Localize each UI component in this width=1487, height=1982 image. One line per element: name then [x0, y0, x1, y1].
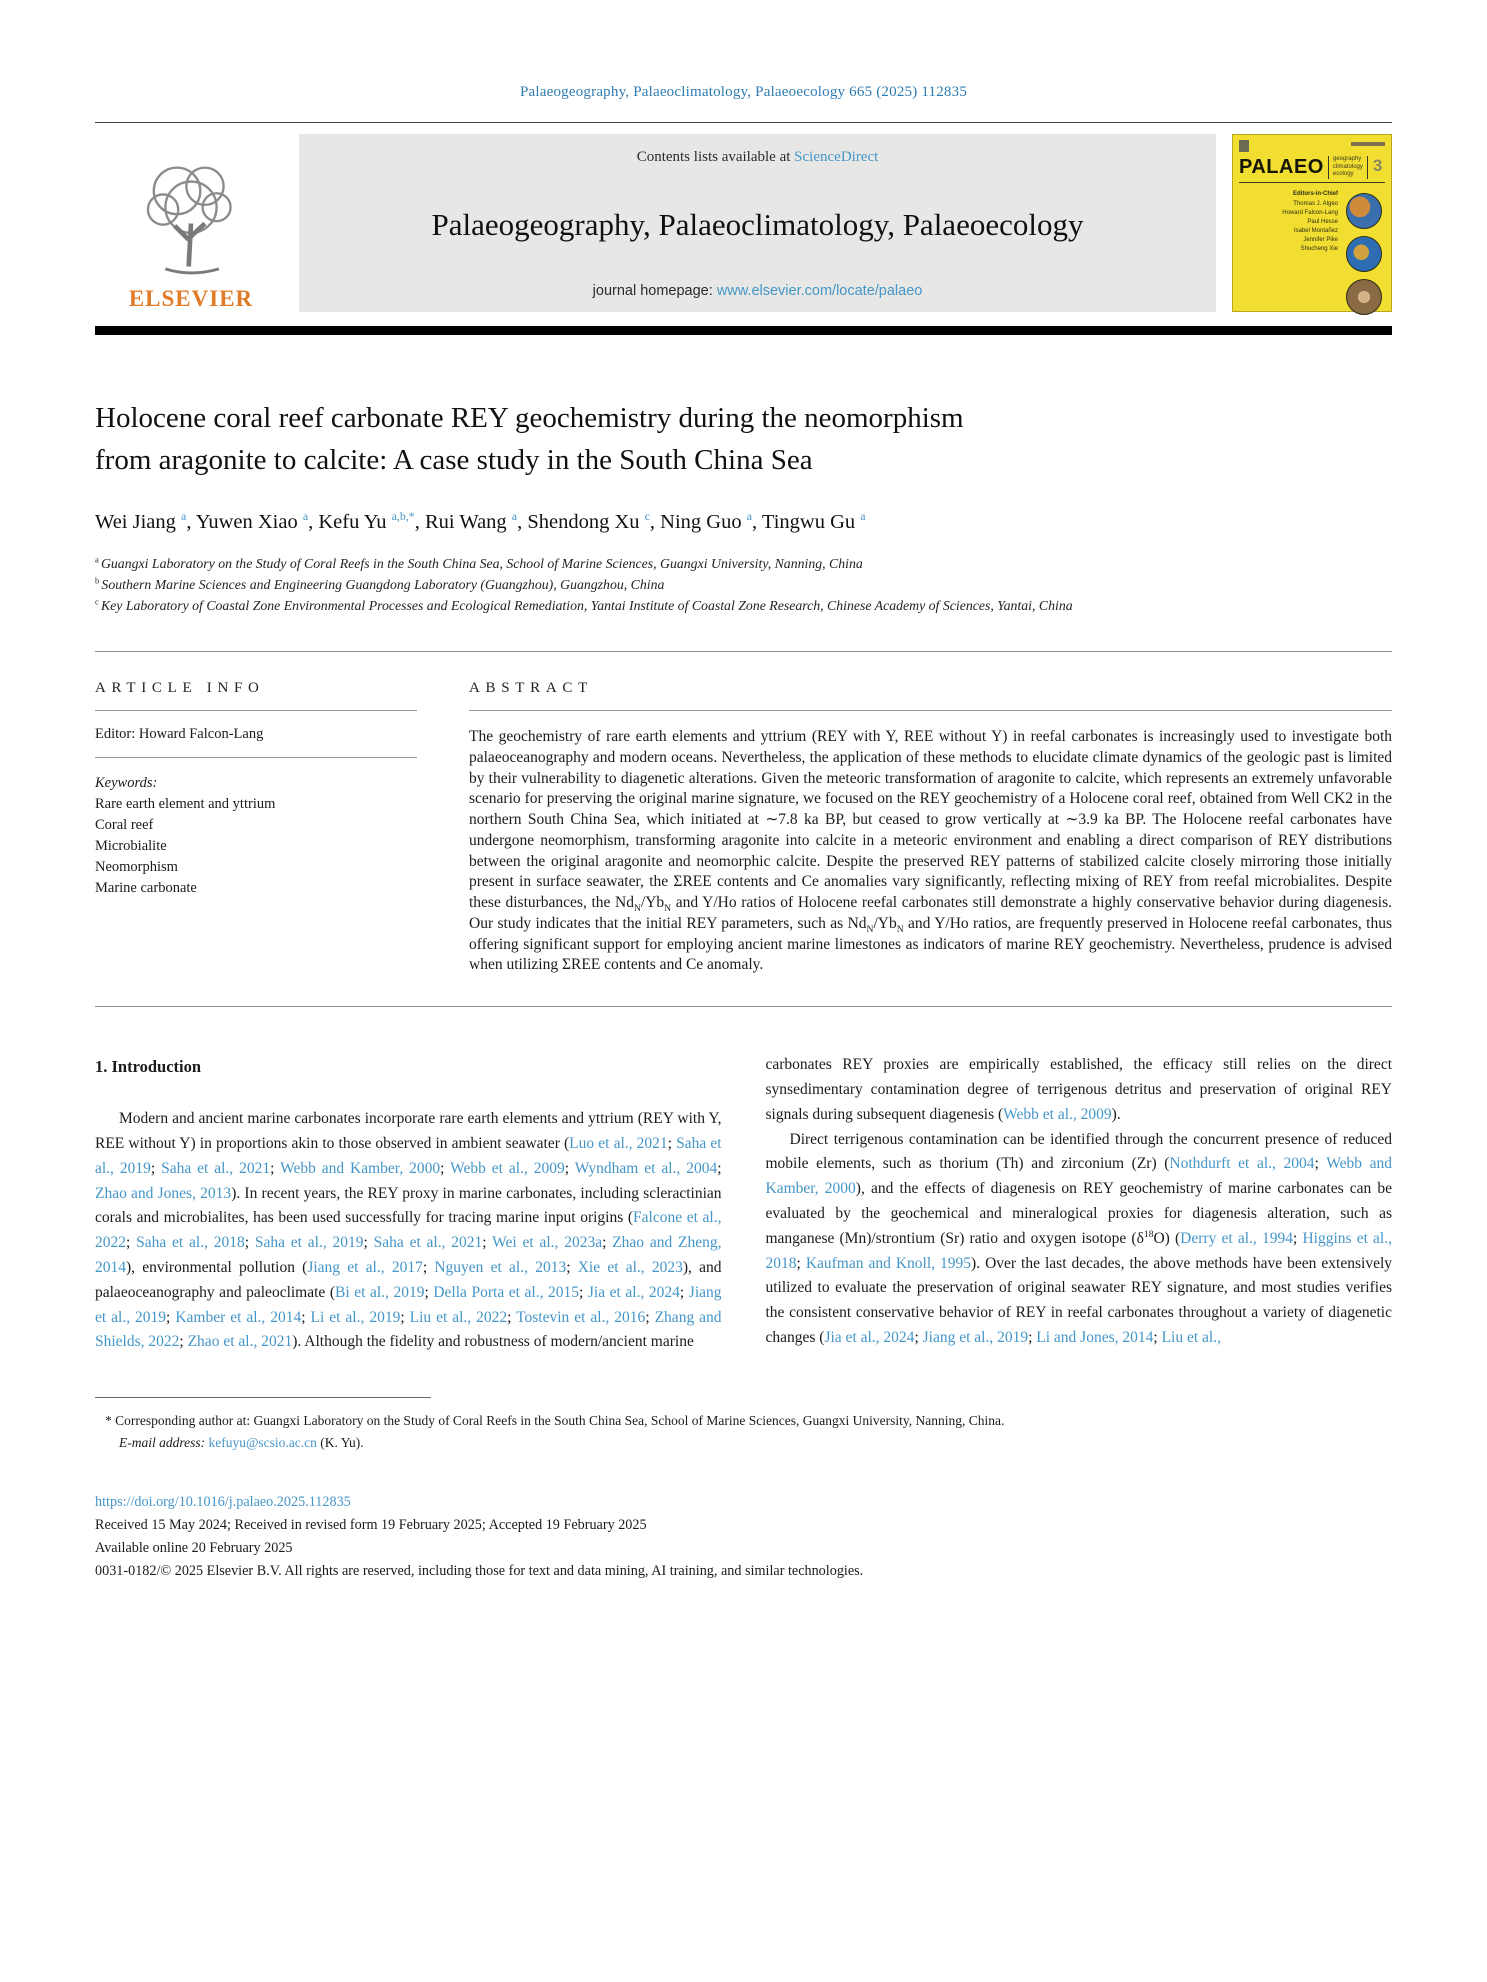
article-title-line2: from aragonite to calcite: A case study in the South China Sea	[95, 444, 813, 477]
corresponding-author-text: * Corresponding author at: Guangxi Laboratory on the Study of Coral Reefs in the South China Sea, School of Marine Sciences, Guangxi University, Nanning, China.	[105, 1413, 1005, 1429]
citation-link[interactable]: Zhao and Jones, 2013	[95, 1184, 232, 1202]
doi-link[interactable]: https://doi.org/10.1016/j.palaeo.2025.112835	[95, 1494, 351, 1511]
journal-citation-header: Palaeogeography, Palaeoclimatology, Palaeoecology 665 (2025) 112835	[519, 84, 968, 100]
text-segment: ;	[1153, 1328, 1162, 1346]
citation-link[interactable]: Saha et al., 2019	[254, 1234, 364, 1252]
corresponding-author-note	[95, 1410, 1392, 1453]
cover-issue-number: 3	[1367, 156, 1382, 179]
available-online: Available online 20 February 2025	[95, 1540, 293, 1557]
journal-header	[95, 134, 1392, 312]
text-segment: ;	[717, 1159, 722, 1177]
text-segment: and Y/Ho ratios of Holocene reefal carbonates still demonstrate a highly conservative behavior during diagenesis. Our study indicates that the initial REY parameters, such as Nd	[469, 894, 1392, 932]
text-segment: Guangxi Laboratory on the Study of Coral Reefs in the South China Sea, School of Marine Sciences, Guangxi University, Nanning, China	[100, 556, 863, 572]
text-segment: /Yb	[640, 894, 665, 912]
cover-subtitle-line: ecology	[1332, 171, 1354, 177]
email-label: E-mail address:	[119, 1434, 206, 1450]
text-segment: /Yb	[873, 914, 897, 932]
citation-link[interactable]: Webb et al., 2009	[450, 1159, 565, 1177]
text-segment: ;	[564, 1159, 575, 1177]
homepage-link[interactable]: www.elsevier.com/locate/palaeo	[716, 283, 923, 299]
cover-editors	[1239, 191, 1343, 315]
keywords-label: Keywords:	[95, 775, 158, 791]
cover-elsevier-mark-icon	[1239, 140, 1249, 152]
cover-editor-name: Shucheng Xie	[1300, 246, 1338, 252]
author-sup-a[interactable]: a	[302, 509, 309, 524]
citation-link[interactable]: Saha et al., 2021	[161, 1159, 271, 1177]
text-segment: ;	[179, 1333, 188, 1351]
text-segment: ;	[440, 1159, 451, 1177]
email-link[interactable]: kefuyu@scsio.ac.cn	[208, 1434, 317, 1450]
citation-link[interactable]: Jia et al., 2024	[587, 1283, 680, 1301]
cover-brand: PALAEO	[1239, 156, 1324, 178]
text-segment: 18	[1143, 1228, 1154, 1240]
citation-link[interactable]: Wyndham et al., 2004	[574, 1159, 718, 1177]
citation-link[interactable]: Zhang and Shields, 2022	[95, 1308, 722, 1351]
article-body	[95, 1053, 1392, 1355]
author-sup-c[interactable]: c	[644, 509, 650, 524]
body-column-left	[95, 1053, 722, 1355]
body-column-right	[766, 1053, 1393, 1355]
text-segment: ;	[667, 1134, 677, 1152]
citation-link[interactable]: Saha et al., 2021	[373, 1234, 483, 1252]
citation-link[interactable]: Higgins et al., 2018	[765, 1229, 1392, 1272]
text-segment: ;	[270, 1159, 281, 1177]
text-segment: ). Although the fidelity and robustness of modern/ancient marine	[292, 1333, 694, 1351]
text-segment: , Kefu Yu	[308, 511, 392, 534]
affiliation-c	[95, 596, 1392, 617]
text-segment: , Yuwen Xiao	[186, 511, 303, 534]
journal-title: Palaeogeography, Palaeoclimatology, Palaeoecology	[431, 206, 1084, 242]
citation-link[interactable]: Jiang et al., 2019	[95, 1283, 722, 1326]
citation-link[interactable]: Nguyen et al., 2013	[434, 1258, 567, 1276]
homepage-prefix: journal homepage:	[592, 283, 717, 299]
text-segment: ;	[602, 1234, 613, 1252]
intro-paragraph-1	[95, 1107, 722, 1355]
black-divider-bar	[95, 326, 1392, 335]
keyword-item: Marine carbonate	[95, 880, 197, 897]
sciencedirect-link[interactable]: ScienceDirect	[794, 149, 879, 165]
text-segment: c	[95, 596, 101, 607]
text-segment: ;	[424, 1283, 434, 1301]
text-segment: ;	[482, 1234, 493, 1252]
citation-link[interactable]: Liu et al., 2022	[409, 1308, 508, 1326]
citation-link[interactable]: Jia et al., 2024	[824, 1328, 915, 1346]
citation-link[interactable]: Tostevin et al., 2016	[516, 1308, 646, 1326]
citation-link[interactable]: Webb et al., 2009	[1003, 1105, 1112, 1123]
text-segment: ). In recent years, the REY proxy in marine carbonates, including scleractinian corals and microbialites, has been used successfully for tracing marine input origins (	[95, 1184, 722, 1227]
journal-cover-thumbnail	[1232, 134, 1392, 312]
author-sup-a[interactable]: a	[511, 509, 518, 524]
text-segment: ;	[566, 1258, 578, 1276]
cover-ammonite-icon	[1346, 279, 1382, 315]
text-segment: b	[95, 575, 102, 586]
section-heading-introduction: 1. Introduction	[95, 1057, 202, 1077]
text-segment: Southern Marine Sciences and Engineering Guangdong Laboratory (Guangzhou), Guangzhou, China	[101, 577, 665, 593]
text-segment: The geochemistry of rare earth elements and yttrium (REY with Y, REE without Y) in reefal carbonates is increasingly used to investigate both palaeoceanography and modern oceans. Nevertheless, the application of these methods to elucidate climate dynamics of the geologic past is limited by their vulnerability to diagenetic alterations. Given the meteoric transformation of aragonite to calcite, which represents an extremely unfavorable scenario for preserving the original marine signature, we focused on the REY geochemistry of a Holocene coral reef, obtained from Well CK2 in the northern South China Sea, which initiated at ∼7.8 ka BP, but ceased to grow vertically at ∼3.9 ka BP. The Holocene reefal carbonates have undergone neomorphism, transforming aragonite into calcite in a meteoric environment and enabling a direct comparison of REY distributions between the original aragonite and neomorphic calcite. Despite the preserved REY patterns of stabilized calcite closely mirroring those initially present in surface seawater, the ΣREE contents and Ce anomalies vary significantly, reflecting mixing of REY from reefal microbialites. Despite these disturbances, the Nd	[469, 728, 1392, 912]
article-info-heading: ARTICLE INFO	[95, 680, 265, 696]
text-segment: ;	[914, 1328, 923, 1346]
author-sup-a[interactable]: a	[746, 509, 753, 524]
affiliation-a	[95, 554, 1392, 575]
intro-paragraph-continuation	[766, 1053, 1393, 1127]
text-segment: ).	[1111, 1105, 1121, 1123]
citation-link[interactable]: Li and Jones, 2014	[1036, 1328, 1154, 1346]
author-sup-a[interactable]: a	[181, 509, 187, 524]
citation-link[interactable]: Derry et al., 1994	[1180, 1229, 1293, 1247]
cover-editor-name: Paul Hesse	[1307, 219, 1338, 225]
text-segment: ;	[507, 1308, 517, 1326]
abstract-text	[469, 727, 1392, 976]
abstract-column	[469, 680, 1392, 976]
article-title	[95, 397, 1392, 481]
article-info-column	[95, 680, 417, 976]
text-segment: carbonates REY proxies are empirically established, the efficacy still relies on the direct synsedimentary contamination degree of terrigenous detritus and preservation of original REY signals during subsequent diagenesis (	[765, 1056, 1392, 1123]
text-segment: ;	[150, 1159, 162, 1177]
cover-editor-name: Isabel Montañez	[1293, 228, 1338, 234]
text-segment: ;	[363, 1234, 374, 1252]
elsevier-wordmark: ELSEVIER	[128, 286, 254, 311]
cover-subtitle	[1328, 156, 1363, 179]
text-segment: Modern and ancient marine carbonates incorporate rare earth elements and yttrium (REY with Y, REE without Y) in proportions akin to those observed in ambient seawater (	[95, 1110, 722, 1152]
text-segment: ;	[400, 1308, 410, 1326]
cover-issn-bar	[1351, 142, 1385, 146]
text-segment: O) (	[1153, 1229, 1181, 1247]
article-info-rule	[95, 757, 417, 758]
text-segment: ;	[301, 1308, 311, 1326]
received-dates: Received 15 May 2024; Received in revised form 19 February 2025; Accepted 19 February 2025	[95, 1517, 647, 1534]
text-segment: N	[896, 923, 904, 935]
citation-link[interactable]: Saha et al., 2018	[136, 1234, 245, 1252]
header-band	[299, 134, 1216, 312]
cover-editors-label: Editors-in-Chief	[1293, 191, 1338, 197]
text-segment: ;	[244, 1234, 255, 1252]
text-segment: ;	[422, 1258, 435, 1276]
citation-link[interactable]: Jiang et al., 2019	[922, 1328, 1029, 1346]
elsevier-tree-icon	[132, 156, 250, 284]
text-segment: ;	[645, 1308, 655, 1326]
text-segment: and Y/Ho ratios, are frequently preserved in Holocene reefal carbonates, thus offering significant support for employing ancient marine limestones as indicators of marine REY geochemistry. Nevertheless, prudence is advised when utilizing ΣREE contents and Ce anomaly.	[469, 914, 1392, 974]
contents-line	[637, 149, 879, 166]
text-segment: Direct terrigenous contamination can be identified through the concurrent presence of reduced mobile elements, such as thorium (Th) and zirconium (Zr) (	[765, 1130, 1392, 1173]
citation-link[interactable]: Zhao et al., 2021	[187, 1333, 293, 1351]
citation-link[interactable]: Zhao and Zheng, 2014	[95, 1234, 722, 1276]
text-segment: ), and the effects of diagenesis on REY geochemistry of marine carbonates can be evaluated by the geochemical and mineralogical proxies for diagenesis alteration, such as manganese (Mn)/strontium (Sr) ratio and oxygen isotope (δ	[765, 1180, 1392, 1247]
abstract-heading: ABSTRACT	[469, 680, 593, 696]
citation-link[interactable]: Webb and Kamber, 2000	[765, 1155, 1392, 1198]
cover-editor-name: Thomas J. Algeo	[1293, 201, 1338, 207]
text-segment: ;	[796, 1254, 806, 1272]
cover-editor-name: Jennifer Pike	[1303, 237, 1338, 243]
homepage-line	[593, 283, 923, 299]
citation-link[interactable]: Bi et al., 2019	[335, 1283, 425, 1301]
text-segment: ;	[579, 1283, 588, 1301]
cover-brand-row	[1239, 156, 1385, 183]
text-segment: , Shendong Xu	[517, 511, 645, 534]
text-segment: Wei Jiang	[95, 511, 182, 534]
citation-link[interactable]: Xie et al., 2023	[577, 1258, 683, 1276]
author-sup-a[interactable]: a	[860, 509, 866, 524]
cover-subtitle-line: climatology	[1332, 163, 1363, 170]
editor-line: Editor: Howard Falcon-Lang	[95, 726, 264, 742]
cover-images	[1343, 191, 1385, 315]
citation-link[interactable]: Saha et al., 2019	[95, 1134, 722, 1177]
text-segment: Key Laboratory of Coastal Zone Environmental Processes and Ecological Remediation, Yantai Institute of Coastal Zone Research, Chinese Academy of Sciences, Yantai, China	[100, 598, 1073, 614]
cover-body	[1239, 191, 1385, 315]
text-segment: ;	[679, 1283, 689, 1301]
text-segment: ), and palaeoceanography and paleoclimate (	[95, 1258, 722, 1301]
citation-link[interactable]: Nothdurft et al., 2004	[1169, 1155, 1315, 1173]
citation-link[interactable]: Li et al., 2019	[310, 1308, 401, 1326]
affiliations	[95, 554, 1392, 617]
citation-link[interactable]: Wei et al., 2023a	[492, 1234, 603, 1252]
text-segment: , Rui Wang	[414, 511, 512, 534]
text-segment: ). Over the last decades, the above methods have been extensively utilized to evaluate the preservation of original seawater REY signature, and most studies verifies the consistent conservative behavior of REY in reefal carbonates throughout a variety of diagenetic changes (	[765, 1254, 1392, 1346]
elsevier-logo	[95, 134, 287, 312]
text-segment: N	[633, 903, 641, 915]
text-segment: ;	[1292, 1229, 1303, 1247]
article-title-line1: Holocene coral reef carbonate REY geochemistry during the neomorphism	[95, 402, 964, 434]
citation-link[interactable]: Jiang et al., 2017	[307, 1258, 423, 1276]
text-segment: , Tingwu Gu	[752, 511, 861, 534]
affiliation-b	[95, 575, 1392, 596]
text-segment: ;	[166, 1308, 176, 1326]
text-segment: ;	[126, 1234, 137, 1252]
citation-link[interactable]: Liu et al.,	[1161, 1328, 1221, 1346]
abstract-rule	[469, 710, 1392, 711]
text-segment: N	[664, 903, 672, 915]
citation-link[interactable]: Falcone et al., 2022	[95, 1209, 722, 1252]
intro-paragraph-2	[766, 1128, 1393, 1351]
citation-link[interactable]: Kamber et al., 2014	[175, 1308, 302, 1326]
email-suffix: (K. Yu).	[316, 1434, 364, 1450]
copyright-line: 0031-0182/© 2025 Elsevier B.V. All rights are reserved, including those for text and data mining, AI training, and similar technologies.	[95, 1563, 864, 1580]
keyword-item: Coral reef	[95, 817, 154, 834]
email-line	[105, 1432, 1392, 1454]
text-segment: ), environmental pollution (	[126, 1258, 308, 1276]
citation-link[interactable]: Kaufman and Knoll, 1995	[805, 1254, 972, 1272]
cover-globe-icon	[1346, 193, 1382, 229]
citation-link[interactable]: Luo et al., 2021	[569, 1134, 668, 1152]
text-segment: ;	[1314, 1155, 1327, 1173]
keywords-block	[95, 773, 417, 899]
keyword-item: Neomorphism	[95, 859, 178, 876]
top-rule	[95, 122, 1392, 123]
citation-link[interactable]: Della Porta et al., 2015	[433, 1283, 580, 1301]
info-abstract-block	[95, 651, 1392, 1007]
publication-details	[95, 1491, 1392, 1583]
author-sup-abstar[interactable]: a,b,*	[391, 509, 415, 524]
cover-globe-icon	[1346, 236, 1382, 272]
contents-prefix: Contents lists available at	[636, 149, 795, 165]
cover-subtitle-line: geography	[1332, 156, 1362, 162]
text-segment: a	[95, 554, 101, 565]
text-segment: N	[866, 923, 874, 935]
cover-topline	[1239, 140, 1385, 152]
keyword-item: Microbialite	[95, 838, 167, 855]
text-segment: , Ning Guo	[649, 511, 747, 534]
cover-editor-name: Howard Falcon-Lang	[1282, 210, 1338, 216]
keyword-item: Rare earth element and yttrium	[95, 796, 276, 813]
author-list	[95, 511, 1392, 534]
text-segment: ;	[1028, 1328, 1037, 1346]
footnote-rule	[95, 1397, 431, 1398]
citation-link[interactable]: Webb and Kamber, 2000	[280, 1159, 441, 1177]
